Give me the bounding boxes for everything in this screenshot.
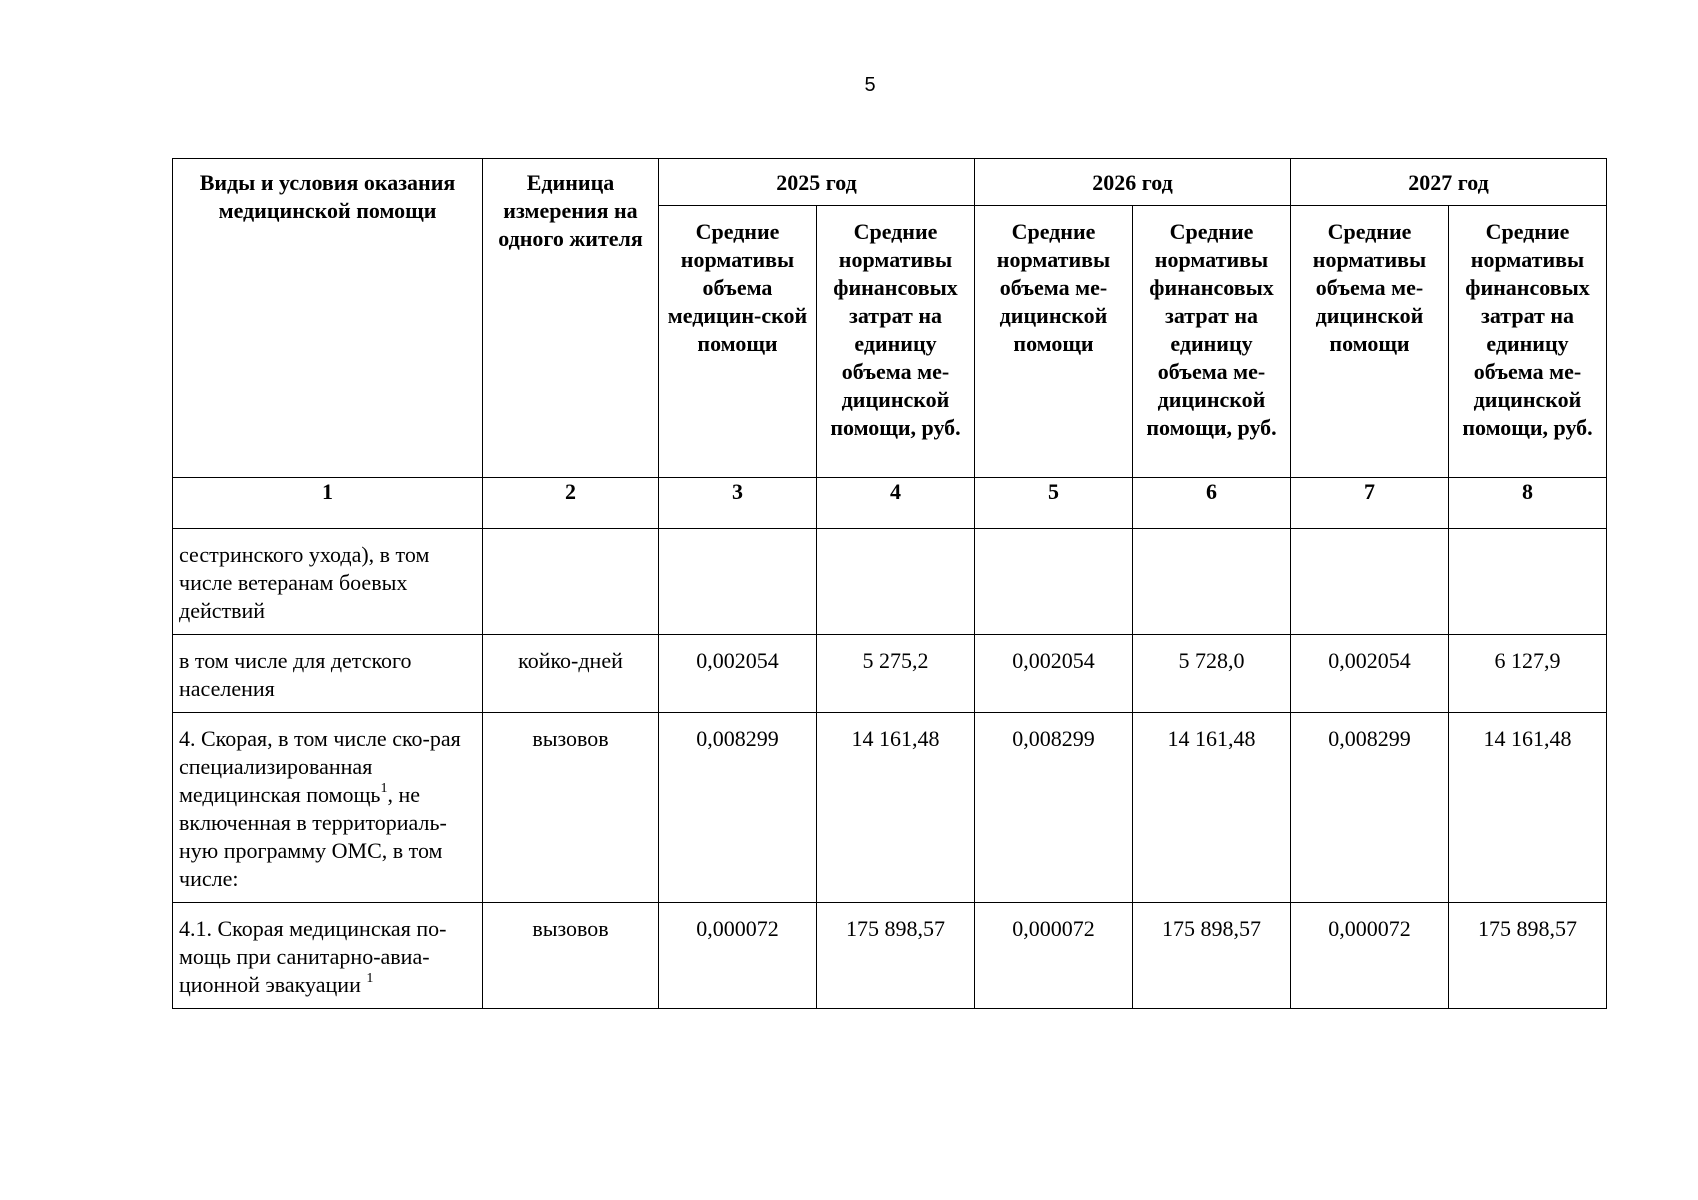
table-row bbox=[173, 635, 1607, 713]
row-value: 0,008299 bbox=[1012, 726, 1095, 751]
header-volume-2025 bbox=[659, 206, 817, 478]
norms-table bbox=[172, 158, 1607, 1009]
row-unit: койко-дней bbox=[518, 648, 623, 673]
row-value-cell bbox=[817, 529, 975, 635]
row-value: 0,002054 bbox=[1012, 648, 1095, 673]
header-year-label: 2027 год bbox=[1408, 170, 1489, 195]
row-value: 0,000072 bbox=[1328, 916, 1411, 941]
row-value: 14 161,48 bbox=[1483, 726, 1572, 751]
row-value-cell bbox=[659, 903, 817, 1009]
row-value-cell bbox=[1291, 529, 1449, 635]
header-year-2025 bbox=[659, 159, 975, 206]
row-label-cell bbox=[173, 903, 483, 1009]
row-value bbox=[975, 529, 1132, 549]
row-value: 0,002054 bbox=[1328, 648, 1411, 673]
row-value-cell bbox=[975, 903, 1133, 1009]
header-volume-text: Средние нормативы объема ме-дицинской помощи bbox=[996, 219, 1111, 356]
header-volume-text: Средние нормативы объема медицин-ской помощи bbox=[667, 219, 808, 356]
header-care-type-text: Виды и условия оказания медицинской помощи bbox=[199, 170, 456, 223]
column-number: 3 bbox=[659, 478, 817, 529]
header-year-label: 2026 год bbox=[1092, 170, 1173, 195]
row-value bbox=[817, 529, 974, 549]
page-number: 5 bbox=[864, 74, 876, 96]
table-row bbox=[173, 713, 1607, 903]
row-unit-cell bbox=[483, 713, 659, 903]
row-value: 5 728,0 bbox=[1178, 648, 1245, 673]
row-unit-cell bbox=[483, 903, 659, 1009]
row-label-cell bbox=[173, 529, 483, 635]
column-number: 7 bbox=[1291, 478, 1449, 529]
row-value-cell bbox=[817, 635, 975, 713]
row-value-cell bbox=[975, 529, 1133, 635]
row-value: 0,000072 bbox=[1012, 916, 1095, 941]
row-value-cell bbox=[1291, 903, 1449, 1009]
column-number: 4 bbox=[817, 478, 975, 529]
row-value: 0,008299 bbox=[696, 726, 779, 751]
header-volume-2027 bbox=[1291, 206, 1449, 478]
row-unit-cell bbox=[483, 635, 659, 713]
row-label: 4.1. Скорая медицинская по-мощь при санитарно-авиа-ционной эвакуации bbox=[179, 916, 447, 997]
column-number-row bbox=[173, 478, 1607, 529]
row-value-cell bbox=[1133, 903, 1291, 1009]
row-value-cell bbox=[1449, 903, 1607, 1009]
header-cost-2027 bbox=[1449, 206, 1607, 478]
header-volume-2026 bbox=[975, 206, 1133, 478]
row-unit bbox=[483, 529, 658, 549]
row-value-cell bbox=[975, 713, 1133, 903]
table-row bbox=[173, 903, 1607, 1009]
header-year-2026 bbox=[975, 159, 1291, 206]
row-value bbox=[659, 529, 816, 549]
row-value-cell bbox=[817, 713, 975, 903]
header-cost-text: Средние нормативы финансовых затрат на единицу объема ме-дицинской помощи, руб. bbox=[1146, 219, 1277, 440]
header-year-2027 bbox=[1291, 159, 1607, 206]
row-value-cell bbox=[1449, 529, 1607, 635]
footnote-mark: 1 bbox=[380, 781, 388, 796]
row-value: 0,008299 bbox=[1328, 726, 1411, 751]
header-cost-text: Средние нормативы финансовых затрат на единицу объема ме-дицинской помощи, руб. bbox=[830, 219, 961, 440]
column-number: 1 bbox=[173, 478, 483, 529]
row-value: 14 161,48 bbox=[851, 726, 940, 751]
row-label-cell bbox=[173, 713, 483, 903]
row-value: 175 898,57 bbox=[1478, 916, 1577, 941]
row-value: 5 275,2 bbox=[862, 648, 929, 673]
row-label: сестринского ухода), в том числе ветеранам боевых действий bbox=[179, 542, 430, 623]
header-cost-2026 bbox=[1133, 206, 1291, 478]
table-row bbox=[173, 529, 1607, 635]
row-value-cell bbox=[659, 635, 817, 713]
row-value-cell bbox=[1133, 713, 1291, 903]
row-label-cell bbox=[173, 635, 483, 713]
header-cost-text: Средние нормативы финансовых затрат на единицу объема ме-дицинской помощи, руб. bbox=[1462, 219, 1593, 440]
header-row-years bbox=[173, 159, 1607, 206]
header-unit bbox=[483, 159, 659, 478]
row-value-cell bbox=[659, 529, 817, 635]
column-number: 8 bbox=[1449, 478, 1607, 529]
row-value-cell bbox=[1449, 635, 1607, 713]
row-unit: вызовов bbox=[532, 726, 609, 751]
row-value-cell bbox=[1133, 529, 1291, 635]
row-value: 14 161,48 bbox=[1167, 726, 1256, 751]
row-value: 0,000072 bbox=[696, 916, 779, 941]
row-value-cell bbox=[1291, 635, 1449, 713]
column-number: 6 bbox=[1133, 478, 1291, 529]
row-value-cell bbox=[975, 635, 1133, 713]
row-unit-cell bbox=[483, 529, 659, 635]
row-value-cell bbox=[1291, 713, 1449, 903]
row-value: 175 898,57 bbox=[1162, 916, 1261, 941]
column-number: 5 bbox=[975, 478, 1133, 529]
row-value: 175 898,57 bbox=[846, 916, 945, 941]
row-label-tail: , не включенная в территориаль-ную программу ОМС, в том числе: bbox=[179, 782, 447, 891]
header-care-type bbox=[173, 159, 483, 478]
row-value bbox=[1291, 529, 1448, 549]
row-value bbox=[1133, 529, 1290, 549]
row-label: 4. Скорая, в том числе ско-рая специализированная медицинская помощь bbox=[179, 726, 461, 807]
header-year-label: 2025 год bbox=[776, 170, 857, 195]
row-value bbox=[1449, 529, 1606, 549]
footnote-mark: 1 bbox=[366, 971, 374, 986]
header-volume-text: Средние нормативы объема ме-дицинской помощи bbox=[1312, 219, 1427, 356]
row-value: 0,002054 bbox=[696, 648, 779, 673]
row-value: 6 127,9 bbox=[1494, 648, 1561, 673]
row-value-cell bbox=[1449, 713, 1607, 903]
row-unit: вызовов bbox=[532, 916, 609, 941]
row-value-cell bbox=[1133, 635, 1291, 713]
header-unit-text: Единица измерения на одного жителя bbox=[498, 170, 643, 251]
header-cost-2025 bbox=[817, 206, 975, 478]
row-value-cell bbox=[659, 713, 817, 903]
column-number: 2 bbox=[483, 478, 659, 529]
row-label: в том числе для детского населения bbox=[179, 648, 412, 701]
row-value-cell bbox=[817, 903, 975, 1009]
